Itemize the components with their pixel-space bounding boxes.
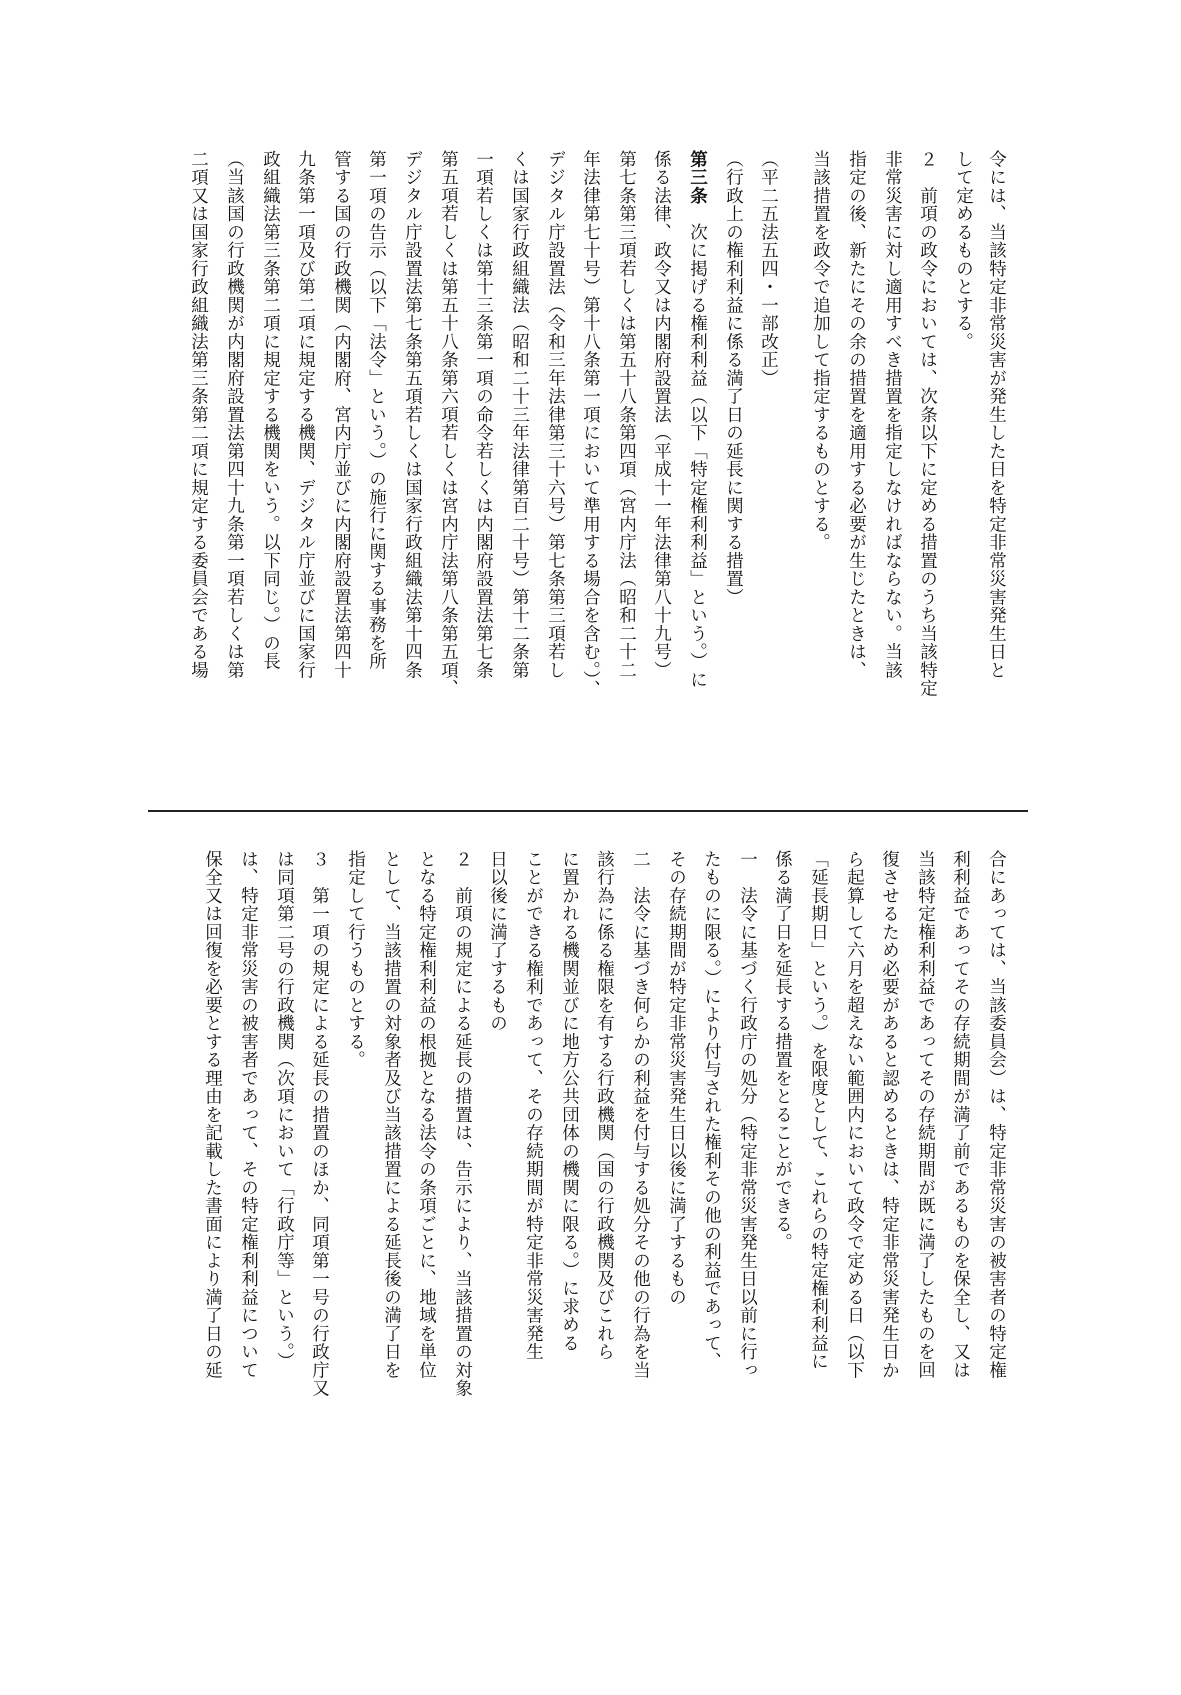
column-text: 次に掲げる権利利益（以下「特定権利利益」という。）に	[687, 204, 708, 689]
column-text: に置かれる機関並びに地方公共団体の機関に限る。）に求める	[559, 850, 580, 1353]
column-text: 「延長期日」という。）を限度として、これらの特定権利利益に	[808, 850, 829, 1371]
column-text: 係る満了日を延長する措置をとることができる。	[772, 850, 793, 1252]
column-text: 該行為に係る権限を有する行政機関（国の行政機関及びこれら	[594, 850, 615, 1361]
upper-column	[474, 150, 492, 679]
upper-column	[439, 150, 457, 698]
lower-column	[880, 850, 898, 1379]
column-text: 非常災害に対し適用すべき措置を指定しなければならない。当該	[882, 150, 903, 680]
column-text: 指定の後、新たにその余の措置を適用する必要が生じたときは、	[846, 150, 867, 680]
column-text: デジタル庁設置法第七条第五項若しくは国家行政組織法第十四条	[402, 150, 423, 680]
lower-text-block	[0, 850, 1181, 1490]
lower-column	[987, 850, 1005, 1379]
column-text: は、特定非常災害の被害者であって、その特定権利利益について	[238, 850, 259, 1380]
column-text: は同項第二号の行政機関（次項において「行政庁等」という。）	[274, 850, 295, 1371]
column-text: 第七条第三項若しくは第五十八条第四項（宮内庁法（昭和二十二	[616, 150, 637, 680]
column-text: 日以後に満了するもの	[487, 850, 508, 1033]
upper-column	[367, 150, 385, 671]
column-text: 年法律第七十号）第十八条第一項において準用する場合を含む。）、	[580, 150, 601, 699]
upper-column	[847, 150, 865, 679]
upper-column	[688, 150, 706, 689]
column-text: 係る法律、政令又は内閣府設置法（平成十一年法律第八十九号）	[651, 150, 672, 680]
lower-column	[845, 850, 863, 1379]
lower-column	[275, 850, 293, 1371]
upper-column	[617, 150, 635, 679]
column-text: 当該特定権利利益であってその存続期間が既に満了したものを回	[915, 850, 936, 1380]
upper-column	[225, 150, 243, 679]
column-text: 当該措置を政令で追加して指定するものとする。	[810, 150, 831, 552]
lower-column	[738, 850, 756, 1379]
upper-column	[403, 150, 421, 679]
lower-column	[667, 850, 685, 1306]
upper-column	[811, 150, 829, 552]
upper-column	[759, 150, 777, 387]
upper-column	[724, 150, 742, 606]
column-text: となる特定権利利益の根拠となる法令の条項ごとに、地域を単位	[416, 850, 437, 1380]
column-text: 九条第一項及び第二項に規定する機関、デジタル庁並びに国家行	[295, 150, 316, 680]
lower-column	[773, 850, 791, 1252]
column-text: 指定して行うものとする。	[345, 850, 366, 1069]
lower-column	[453, 850, 471, 1398]
column-text: その存続期間が特定非常災害発生日以後に満了するもの	[666, 850, 687, 1307]
column-text: 一 法令に基づく行政庁の処分（特定非常災害発生日以前に行っ	[737, 850, 758, 1380]
column-text: （当該国の行政機関が内閣府設置法第四十九条第一項若しくは第	[224, 150, 245, 680]
upper-text-block	[0, 150, 1181, 810]
upper-column	[954, 150, 972, 351]
column-text: 合にあっては、当該委員会）は、特定非常災害の被害者の特定権	[986, 850, 1007, 1380]
column-text: 二項又は国家行政組織法第三条第二項に規定する委員会である場	[188, 150, 209, 680]
article-number: 第三条	[687, 150, 708, 205]
upper-column	[883, 150, 901, 679]
column-text: 政組織法第三条第二項に規定する機関をいう。以下同じ。）の長	[260, 150, 281, 671]
column-text: ２ 前項の政令においては、次条以下に定める措置のうち当該特定	[917, 150, 938, 698]
upper-column	[652, 150, 670, 679]
lower-column	[417, 850, 435, 1379]
column-text: 復させるため必要があると認めるときは、特定非常災害発生日か	[879, 850, 900, 1380]
column-text: 利利益であってその存続期間が満了前であるものを保全し、又は	[950, 850, 971, 1380]
column-text: 二 法令に基づき何らかの利益を付与する処分その他の行為を当	[630, 850, 651, 1380]
column-text: 保全又は回復を必要とする理由を記載した書面により満了日の延	[202, 850, 223, 1380]
column-text: 一項若しくは第十三条第一項の命令若しくは内閣府設置法第七条	[473, 150, 494, 680]
upper-column	[261, 150, 279, 671]
lower-column	[631, 850, 649, 1379]
column-text: して定めるものとする。	[953, 150, 974, 351]
lower-column	[346, 850, 364, 1069]
column-text: デジタル庁設置法（令和三年法律第三十六号）第七条第三項若し	[545, 150, 566, 680]
column-text: 第一項の告示（以下「法令」という。）の施行に関する事務を所	[366, 150, 387, 671]
upper-column	[296, 150, 314, 679]
lower-column	[203, 850, 221, 1379]
lower-column	[702, 850, 720, 1371]
column-text: （平二五法五四・一部改正）	[758, 150, 779, 388]
column-text: （行政上の権利利益に係る満了日の延長に関する措置）	[723, 150, 744, 607]
upper-column	[581, 150, 599, 698]
lower-column	[809, 850, 827, 1371]
upper-column	[918, 150, 936, 698]
upper-column	[332, 150, 350, 679]
section-divider	[148, 810, 1028, 812]
column-text: 第五項若しくは第五十八条第六項若しくは宮内庁法第八条第五項、	[438, 150, 459, 698]
lower-column	[239, 850, 257, 1379]
lower-column	[560, 850, 578, 1352]
column-text: ２ 前項の規定による延長の措置は、告示により、当該措置の対象	[452, 850, 473, 1398]
upper-column	[987, 150, 1005, 679]
column-text: たものに限る。）により付与された権利その他の利益であって、	[701, 850, 722, 1371]
upper-column	[546, 150, 564, 679]
lower-column	[488, 850, 506, 1033]
lower-column	[951, 850, 969, 1379]
lower-column	[310, 850, 328, 1398]
column-text: ３ 第一項の規定による延長の措置のほか、同項第一号の行政庁又	[309, 850, 330, 1398]
upper-column	[510, 150, 528, 679]
lower-column	[524, 850, 542, 1361]
lower-column	[382, 850, 400, 1379]
column-text: 令には、当該特定非常災害が発生した日を特定非常災害発生日と	[986, 150, 1007, 680]
column-text: ことができる権利であって、その存続期間が特定非常災害発生	[523, 850, 544, 1361]
column-text: として、当該措置の対象者及び当該措置による延長後の満了日を	[381, 850, 402, 1380]
lower-column	[595, 850, 613, 1361]
column-text: 管する国の行政機関（内閣府、宮内庁並びに内閣府設置法第四十	[331, 150, 352, 680]
column-text: ら起算して六月を超えない範囲内において政令で定める日（以下	[844, 850, 865, 1380]
upper-column	[189, 150, 207, 679]
column-text: くは国家行政組織法（昭和二十三年法律第百二十号）第十二条第	[509, 150, 530, 680]
lower-column	[916, 850, 934, 1379]
